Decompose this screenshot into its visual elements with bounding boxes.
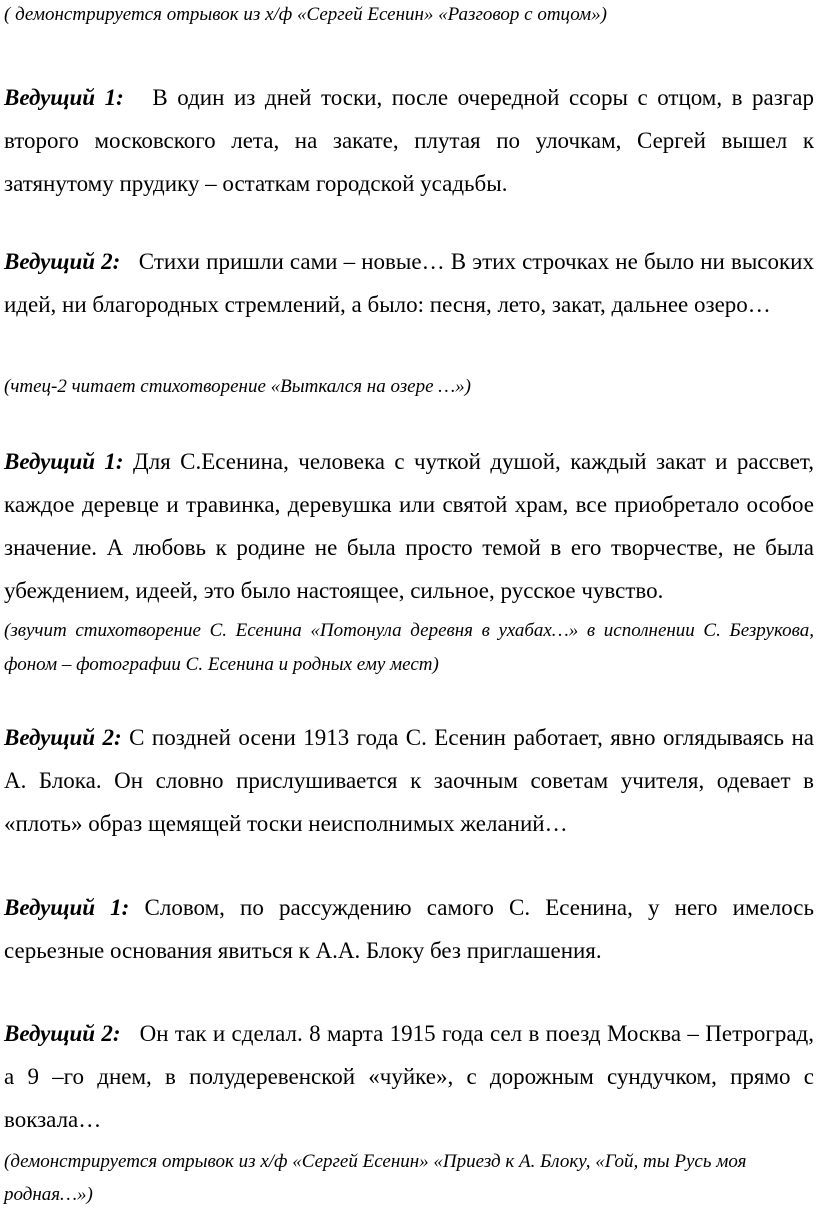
speaker-label: Ведущий 1: xyxy=(4,449,124,474)
speaker-label: Ведущий 2: xyxy=(4,1021,121,1046)
host-paragraph xyxy=(4,76,814,205)
paragraph-text: Словом, по рассуждению самого С. Есенина, у него имелось серьезные основания явиться к А.А. Блоку без приглашения. xyxy=(4,895,815,963)
paragraph-text: С поздней осени 1913 года С. Есенин работает, явно оглядываясь на А. Блока. Он словно прислушивается к заочным советам учителя, одевает в «плоть» образ щемящей тоски неисполнимых желаний… xyxy=(4,725,815,836)
host-paragraph xyxy=(4,440,814,612)
host-paragraph xyxy=(4,886,814,972)
stage-direction: (звучит стихотворение С. Есенина «Потонула деревня в ухабах…» в исполнении С. Безрукова, фоном – фотографии С. Есенина и родных ему мест) xyxy=(4,620,814,675)
speaker-label: Ведущий 1: xyxy=(4,85,124,110)
paragraph-text: Для С.Есенина, человека с чуткой душой, каждый закат и рассвет, каждое деревце и травинка, деревушка или святой храм, все приобретало особое значение. А любовь к родине не была просто темой в его творчестве, не была убеждением, идеей, это было настоящее, сильное, русское чувство. xyxy=(4,449,814,603)
host-paragraph xyxy=(4,1012,814,1141)
paragraph-text: Стихи пришли сами – новые… В этих строчках не было ни высоких идей, ни благородных стремлений, а было: песня, лето, закат, дальнее озеро… xyxy=(4,249,814,317)
stage-direction: ( демонстрируется отрывок из х/ф «Сергей Есенин» «Разговор с отцом») xyxy=(4,4,607,25)
paragraph-text: В один из дней тоски, после очередной ссоры с отцом, в разгар второго московского лета, на закате, плутая по улочкам, Сергей вышел к затянутому прудику – остаткам городской усадьбы. xyxy=(4,85,814,196)
host-paragraph xyxy=(4,716,814,845)
host-paragraph xyxy=(4,240,814,326)
stage-direction: (демонстрируется отрывок из х/ф «Сергей Есенин» «Приезд к А. Блоку, «Гой, ты Русь моя родная…») xyxy=(4,1151,747,1205)
speaker-label: Ведущий 2: xyxy=(4,249,121,274)
stage-direction: (чтец-2 читает стихотворение «Выткался на озере …») xyxy=(4,376,471,397)
paragraph-text: Он так и сделал. 8 марта 1915 года сел в поезд Москва – Петроград, а 9 –го днем, в полудеревенской «чуйке», с дорожным сундучком, прямо с вокзала… xyxy=(4,1021,814,1132)
speaker-label: Ведущий 1: xyxy=(4,895,130,920)
speaker-label: Ведущий 2: xyxy=(4,725,122,750)
